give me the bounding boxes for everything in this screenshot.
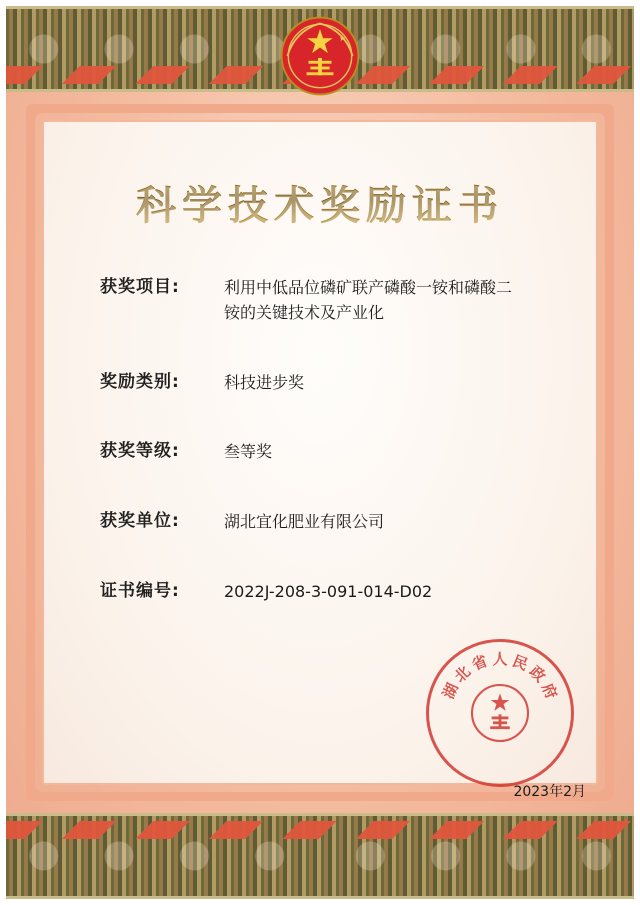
seal-char: 北 [450, 662, 475, 686]
seal-char: 省 [469, 651, 491, 675]
field-label: 获奖单位: [100, 511, 180, 532]
issue-date: 2023年2月 [513, 784, 586, 800]
certificate-title: 科学技术奖励证书 [82, 174, 558, 231]
field-label: 获奖项目: [100, 277, 180, 297]
field-value: 湖北宜化肥业有限公司 [224, 512, 385, 532]
field-certificate-number [100, 579, 558, 605]
seal-char: 府 [538, 680, 561, 702]
seal-char: 政 [525, 662, 550, 686]
field-value: 利用中低品位磷矿联产磷酸一铵和磷酸二铵的关键技术及产业化 [224, 278, 513, 322]
field-label: 获奖等级: [100, 441, 180, 462]
band-red-ribbon [6, 821, 634, 839]
field-award-grade [100, 439, 558, 465]
band-bottom-line [6, 896, 634, 899]
field-award-project [100, 275, 558, 326]
field-value: 科技进步奖 [224, 372, 305, 392]
field-value: 叁等奖 [224, 442, 273, 462]
certificate-fields [82, 275, 558, 605]
seal-char: 湖 [439, 680, 462, 702]
field-label: 奖励类别: [100, 371, 180, 392]
field-award-category [100, 370, 558, 396]
seal-char: 民 [509, 651, 531, 675]
field-label: 证书编号: [100, 580, 180, 601]
field-award-unit [100, 509, 558, 535]
bottom-decorative-band [6, 813, 634, 899]
seal-char: 人 [492, 650, 508, 668]
field-value: 2022J-208-3-091-014-D02 [224, 581, 433, 601]
certificate-content [44, 122, 596, 783]
national-emblem-icon [272, 8, 368, 104]
